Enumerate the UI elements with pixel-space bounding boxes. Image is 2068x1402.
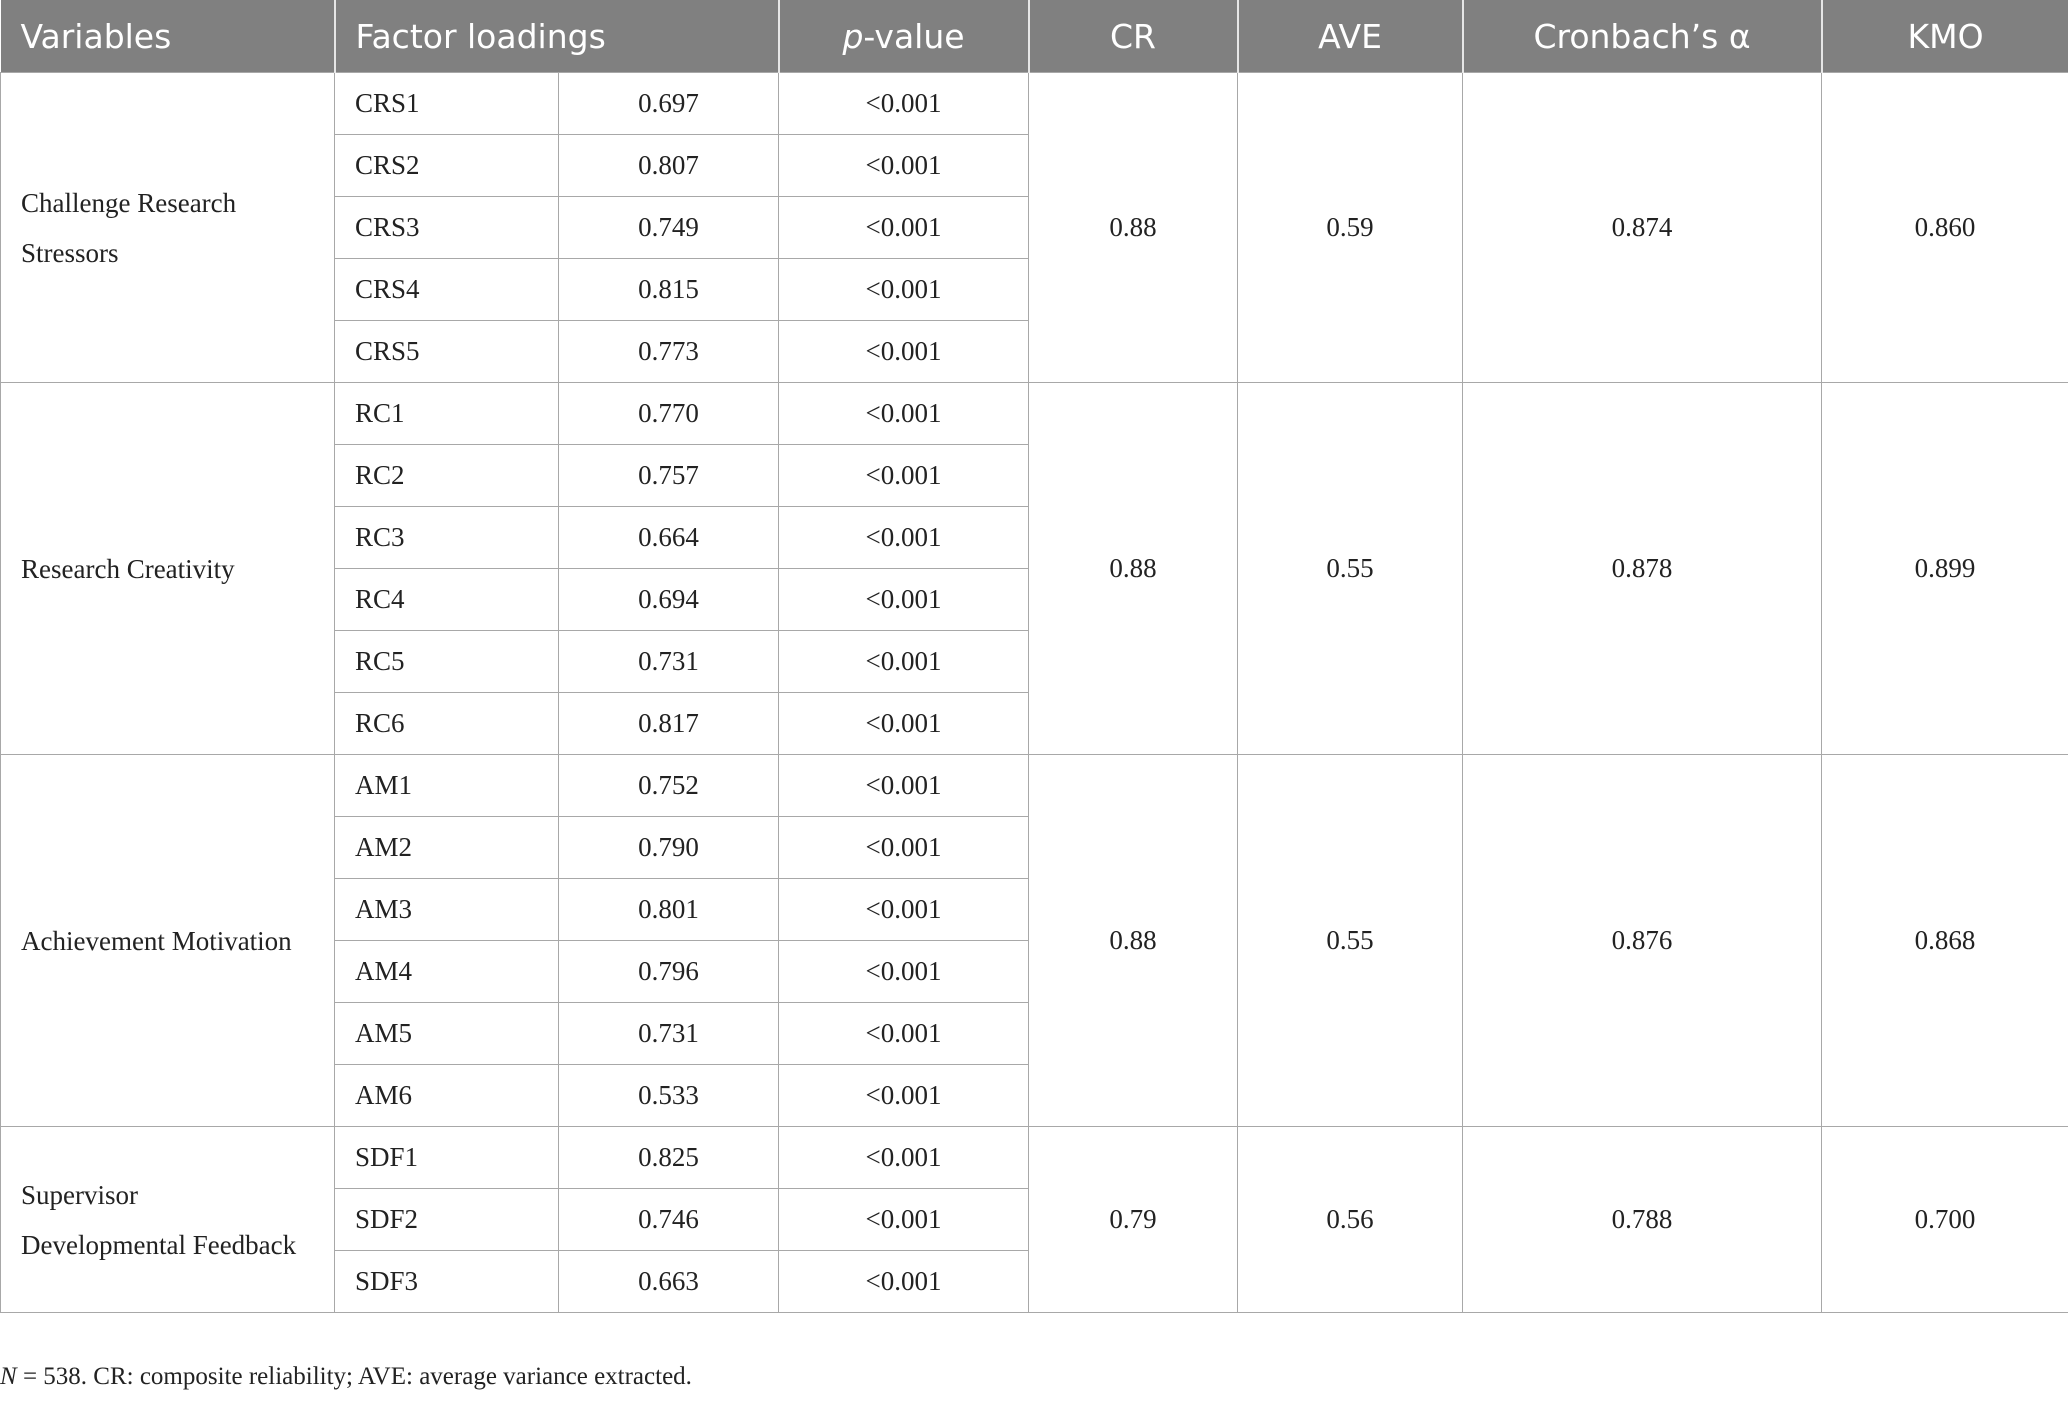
item-code-cell: RC4	[335, 569, 559, 631]
variable-name-line2: Stressors	[21, 237, 119, 268]
table-footnote	[0, 1363, 692, 1391]
item-code-cell: RC1	[335, 383, 559, 445]
item-code-cell: RC5	[335, 631, 559, 693]
cr-cell: 0.88	[1029, 383, 1238, 755]
cronbach-cell: 0.788	[1463, 1127, 1822, 1313]
variable-name-line1: Supervisor	[21, 1179, 138, 1210]
p-value-cell: <0.001	[779, 631, 1029, 693]
cronbach-cell: 0.878	[1463, 383, 1822, 755]
factor-loading-cell: 0.801	[559, 879, 779, 941]
factor-loading-cell: 0.749	[559, 197, 779, 259]
item-code-cell: AM2	[335, 817, 559, 879]
factor-loading-cell: 0.697	[559, 73, 779, 135]
item-code-cell: CRS4	[335, 259, 559, 321]
footnote-text: = 538. CR: composite reliability; AVE: average variance extracted.	[16, 1363, 692, 1390]
table-body	[1, 73, 2068, 1313]
header-p-rest: -value	[863, 16, 965, 56]
p-value-cell: <0.001	[779, 1127, 1029, 1189]
kmo-cell: 0.700	[1822, 1127, 2068, 1313]
cr-cell: 0.88	[1029, 755, 1238, 1127]
p-value-cell: <0.001	[779, 383, 1029, 445]
item-code-cell: SDF1	[335, 1127, 559, 1189]
p-value-cell: <0.001	[779, 817, 1029, 879]
header-variables: Variables	[1, 0, 335, 73]
p-value-cell: <0.001	[779, 135, 1029, 197]
variable-name-cell	[1, 383, 335, 755]
p-value-cell: <0.001	[779, 1065, 1029, 1127]
kmo-cell: 0.899	[1822, 383, 2068, 755]
factor-loading-cell: 0.746	[559, 1189, 779, 1251]
table-row	[1, 1127, 2068, 1189]
p-value-cell: <0.001	[779, 1003, 1029, 1065]
variable-name-line2: Developmental Feedback	[21, 1229, 297, 1260]
kmo-cell: 0.860	[1822, 73, 2068, 383]
ave-cell: 0.55	[1238, 755, 1463, 1127]
factor-loading-cell: 0.815	[559, 259, 779, 321]
factor-loading-cell: 0.752	[559, 755, 779, 817]
p-value-cell: <0.001	[779, 197, 1029, 259]
cr-cell: 0.88	[1029, 73, 1238, 383]
factor-loading-cell: 0.757	[559, 445, 779, 507]
p-value-cell: <0.001	[779, 941, 1029, 1003]
item-code-cell: AM6	[335, 1065, 559, 1127]
header-ave: AVE	[1238, 0, 1463, 73]
factor-loading-cell: 0.770	[559, 383, 779, 445]
factor-loading-cell: 0.664	[559, 507, 779, 569]
table-row	[1, 383, 2068, 445]
item-code-cell: CRS3	[335, 197, 559, 259]
p-value-cell: <0.001	[779, 321, 1029, 383]
variable-name-cell	[1, 73, 335, 383]
p-value-cell: <0.001	[779, 259, 1029, 321]
ave-cell: 0.56	[1238, 1127, 1463, 1313]
header-cronbach: Cronbach’s α	[1463, 0, 1822, 73]
variable-name-line1: Challenge Research	[21, 187, 237, 218]
item-code-cell: RC6	[335, 693, 559, 755]
cronbach-cell: 0.874	[1463, 73, 1822, 383]
table-row	[1, 73, 2068, 135]
factor-loading-cell: 0.731	[559, 1003, 779, 1065]
item-code-cell: SDF3	[335, 1251, 559, 1313]
footnote-n-label: N	[0, 1363, 17, 1390]
variable-name-line1: Achievement Motivation	[21, 925, 292, 956]
p-value-cell: <0.001	[779, 1251, 1029, 1313]
factor-loading-cell: 0.731	[559, 631, 779, 693]
ave-cell: 0.55	[1238, 383, 1463, 755]
item-code-cell: RC3	[335, 507, 559, 569]
p-value-cell: <0.001	[779, 445, 1029, 507]
cronbach-cell: 0.876	[1463, 755, 1822, 1127]
table-row	[1, 755, 2068, 817]
item-code-cell: AM5	[335, 1003, 559, 1065]
p-value-cell: <0.001	[779, 693, 1029, 755]
item-code-cell: SDF2	[335, 1189, 559, 1251]
header-p-italic: p	[842, 16, 864, 56]
factor-loading-cell: 0.790	[559, 817, 779, 879]
item-code-cell: AM4	[335, 941, 559, 1003]
item-code-cell: CRS1	[335, 73, 559, 135]
header-kmo: KMO	[1822, 0, 2068, 73]
p-value-cell: <0.001	[779, 879, 1029, 941]
variable-name-line1: Research Creativity	[21, 553, 235, 584]
factor-loading-cell: 0.825	[559, 1127, 779, 1189]
item-code-cell: RC2	[335, 445, 559, 507]
item-code-cell: CRS2	[335, 135, 559, 197]
p-value-cell: <0.001	[779, 755, 1029, 817]
p-value-cell: <0.001	[779, 507, 1029, 569]
header-p-value	[779, 0, 1029, 73]
ave-cell: 0.59	[1238, 73, 1463, 383]
item-code-cell: CRS5	[335, 321, 559, 383]
factor-loading-cell: 0.773	[559, 321, 779, 383]
p-value-cell: <0.001	[779, 569, 1029, 631]
factor-loading-cell: 0.663	[559, 1251, 779, 1313]
item-code-cell: AM1	[335, 755, 559, 817]
item-code-cell: AM3	[335, 879, 559, 941]
factor-loading-cell: 0.533	[559, 1065, 779, 1127]
header-factor-loadings: Factor loadings	[335, 0, 779, 73]
table-header-row	[1, 0, 2068, 73]
p-value-cell: <0.001	[779, 73, 1029, 135]
variable-name-cell	[1, 755, 335, 1127]
kmo-cell: 0.868	[1822, 755, 2068, 1127]
factor-loading-cell: 0.807	[559, 135, 779, 197]
p-value-cell: <0.001	[779, 1189, 1029, 1251]
factor-loading-cell: 0.796	[559, 941, 779, 1003]
variable-name-cell	[1, 1127, 335, 1313]
factor-loading-cell: 0.694	[559, 569, 779, 631]
factor-loading-cell: 0.817	[559, 693, 779, 755]
header-cr: CR	[1029, 0, 1238, 73]
cr-cell: 0.79	[1029, 1127, 1238, 1313]
